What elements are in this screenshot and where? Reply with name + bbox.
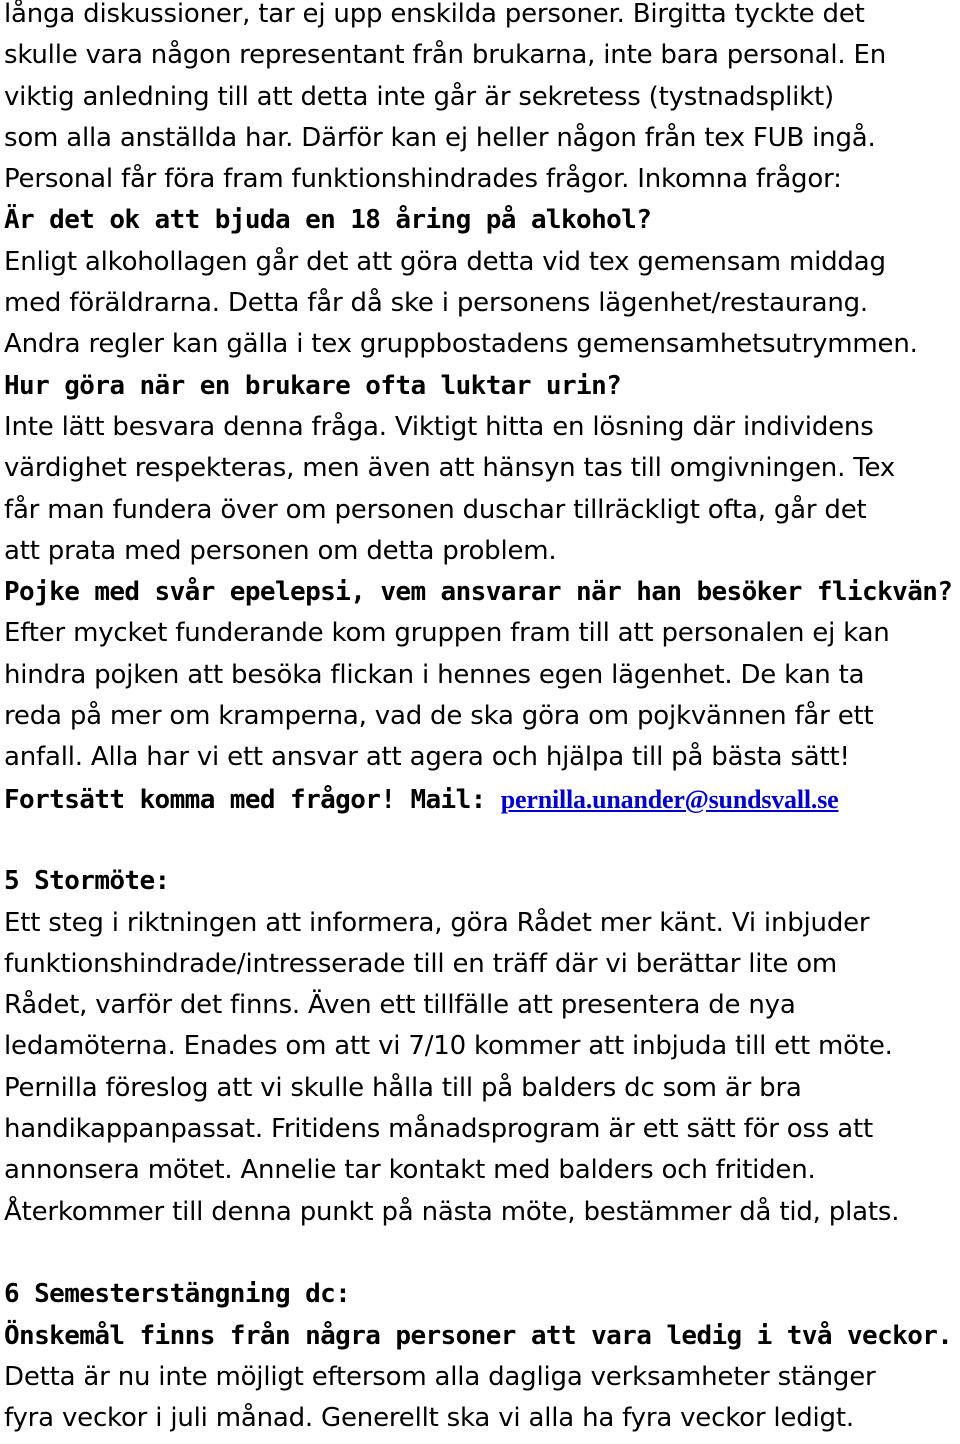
body-text-line: Detta är nu inte möjligt eftersom alla dagliga verksamheter stänger <box>4 1361 876 1392</box>
body-text-line: Återkommer till denna punkt på nästa möte, bestämmer då tid, plats. <box>4 1196 900 1227</box>
body-text-line: skulle vara någon representant från brukarna, inte bara personal. En <box>4 40 887 71</box>
body-text-line: Enligt alkohollagen går det att göra detta vid tex gemensam middag <box>4 246 886 277</box>
body-text-line: fyra veckor i juli månad. Generellt ska vi alla ha fyra veckor ledigt. <box>4 1403 854 1434</box>
body-text-line: hindra pojken att besöka flickan i hennes egen lägenhet. De kan ta <box>4 659 865 690</box>
section-stormote <box>4 861 956 1233</box>
body-text-line: Ett steg i riktningen att informera, göra Rådet mer känt. Vi inbjuder <box>4 907 870 938</box>
meeting-notes-block <box>4 0 956 820</box>
body-text-line: med föräldrarna. Detta får då ske i personens lägenhet/restaurang. <box>4 288 868 319</box>
body-text-line: att prata med personen om detta problem. <box>4 535 557 566</box>
body-text-line: viktig anledning till att detta inte går är sekretess (tystnadsplikt) <box>4 81 834 112</box>
body-text-line: värdighet respekteras, men även att hänsyn tas till omgivningen. Tex <box>4 453 895 484</box>
body-text-line: annonsera mötet. Annelie tar kontakt med balders och fritiden. <box>4 1155 816 1186</box>
body-text-line: som alla anställda har. Därför kan ej heller någon från tex FUB ingå. <box>4 122 876 153</box>
closing-prompt: Fortsätt komma med frågor! Mail: <box>4 784 501 815</box>
paragraph-spacer <box>4 1233 956 1274</box>
body-text-line: Inte lätt besvara denna fråga. Viktigt hitta en lösning där individens <box>4 411 874 442</box>
body-text-line: Rådet, varför det finns. Även ett tillfälle att presentera de nya <box>4 990 796 1021</box>
closing-line <box>4 779 956 820</box>
body-text-line: Andra regler kan gälla i tex gruppbostadens gemensamhetsutrymmen. <box>4 329 918 360</box>
body-text-line: Efter mycket funderande kom gruppen fram till att personalen ej kan <box>4 618 890 649</box>
question-heading: Pojke med svår epelepsi, vem ansvarar när han besöker flickvän? <box>4 577 953 608</box>
paragraph-spacer <box>4 820 956 861</box>
body-text-line: funktionshindrade/intresserade till en träff där vi berättar lite om <box>4 948 838 979</box>
body-text-line: anfall. Alla har vi ett ansvar att agera och hjälpa till på bästa sätt! <box>4 742 850 773</box>
body-text-line: ledamöterna. Enades om att vi 7/10 kommer att inbjuda till ett möte. <box>4 1031 893 1062</box>
section-semesterstangning <box>4 1274 956 1439</box>
email-link[interactable]: pernilla.unander@sundsvall.se <box>500 784 839 814</box>
question-heading: Hur göra när en brukare ofta luktar urin? <box>4 370 622 401</box>
body-text-line: långa diskussioner, tar ej upp enskilda personer. Birgitta tyckte det <box>4 0 865 29</box>
body-text-line: Personal får föra fram funktionshindrades frågor. Inkomna frågor: <box>4 164 842 195</box>
question-heading: Önskemål finns från några personer att vara ledig i två veckor. <box>4 1320 953 1351</box>
body-text-line: reda på mer om kramperna, vad de ska göra om pojkvännen får ett <box>4 701 874 732</box>
question-heading: Är det ok att bjuda en 18 åring på alkohol? <box>4 205 652 236</box>
section-heading: 5 Stormöte: <box>4 866 170 897</box>
body-text-line: Pernilla föreslog att vi skulle hålla till på balders dc som är bra <box>4 1072 802 1103</box>
section-heading: 6 Semesterstängning dc: <box>4 1279 351 1310</box>
body-text-line: handikappanpassat. Fritidens månadsprogram är ett sätt för oss att <box>4 1114 873 1145</box>
body-text-line: får man fundera över om personen duschar tillräckligt ofta, går det <box>4 494 867 525</box>
